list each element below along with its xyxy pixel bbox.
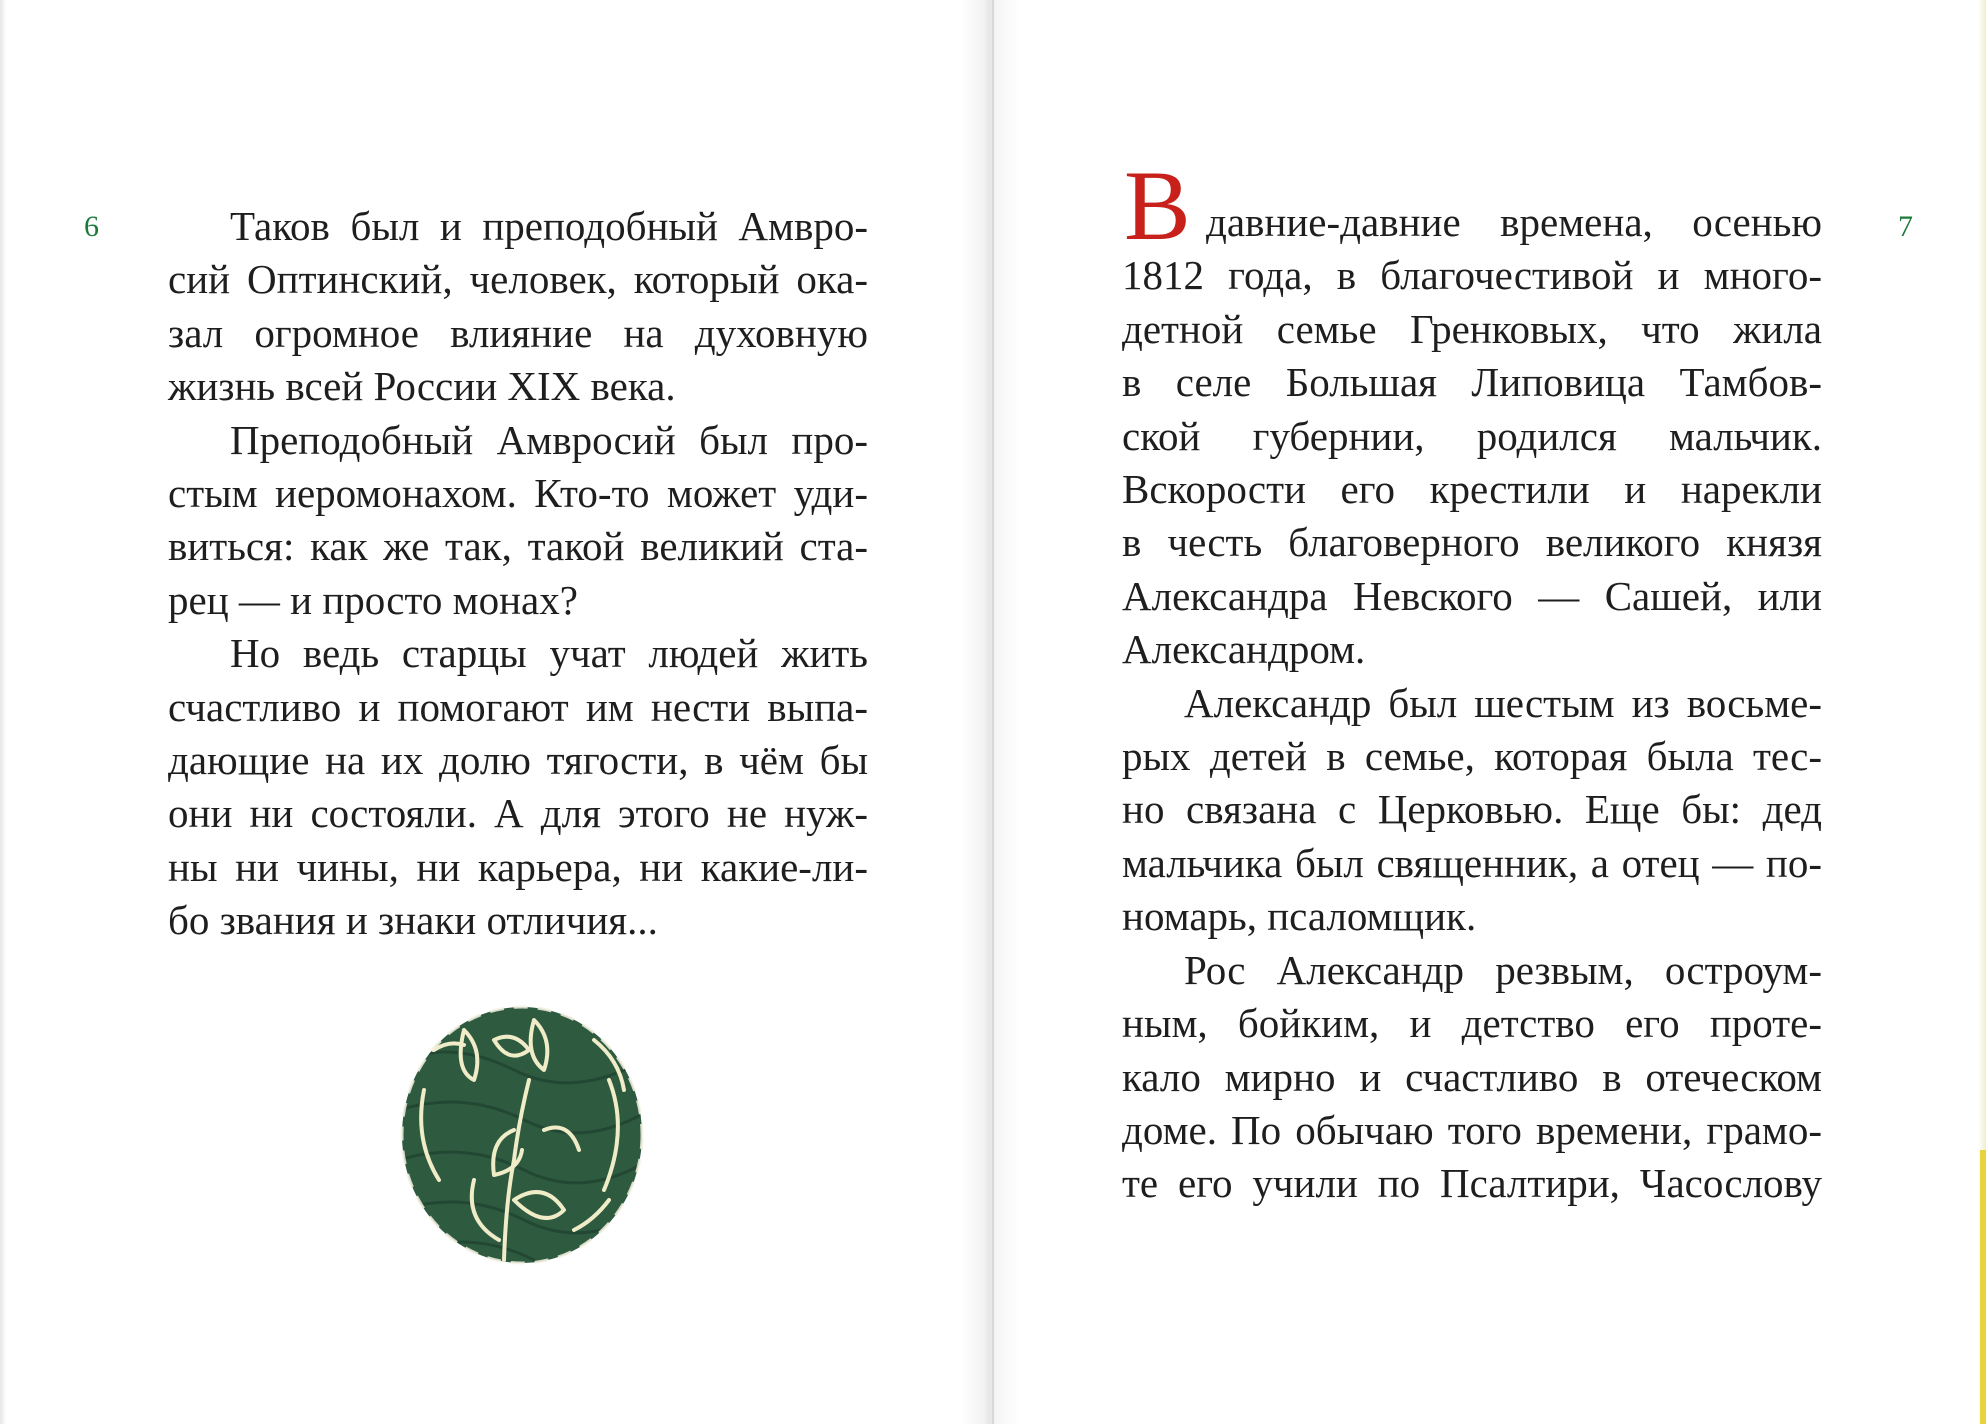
text-line: сий Оптинский, человек, который ока- — [168, 256, 868, 303]
text-line: но связана с Церковью. Еще бы: дед — [1122, 786, 1822, 833]
text-line: ны ни чины, ни карьера, ни какие-ли- — [168, 843, 868, 890]
leaf-medallion-illustration — [394, 1000, 650, 1270]
cover-edge-yellow — [1980, 1150, 1986, 1424]
text-line: Вскорости его крестили и нарекли — [1122, 466, 1822, 513]
text-line: виться: как же так, такой великий ста- — [168, 523, 868, 570]
text-line: номарь, псаломщик. — [1122, 893, 1477, 940]
text-line: Преподобный Амвросий был про- — [230, 416, 868, 463]
book-gutter — [960, 0, 1020, 1424]
text-line: те его учили по Псалтири, Часослову — [1122, 1160, 1822, 1207]
text-line: ным, бойким, и детство его проте- — [1122, 1000, 1822, 1047]
text-line: счастливо и помогают им нести выпа- — [168, 683, 868, 730]
text-line: Александр был шестым из восьме- — [1184, 679, 1822, 726]
text-line: бо звания и знаки отличия... — [168, 897, 658, 944]
text-line: доме. По обычаю того времени, грамо- — [1122, 1106, 1822, 1153]
right-page-text — [1122, 196, 1822, 1211]
text-line: в селе Большая Липовица Тамбов- — [1122, 359, 1822, 406]
text-line: в честь благоверного великого князя — [1122, 519, 1822, 566]
text-line: давние-давние времена, осенью — [1206, 199, 1822, 245]
text-line: они ни состояли. А для этого не нуж- — [168, 790, 868, 837]
text-line: мальчика был священник, а отец — по- — [1122, 839, 1822, 886]
text-line: стым иеромонахом. Кто-то может уди- — [168, 470, 868, 517]
page-number-left: 6 — [84, 210, 99, 243]
text-line: зал огромное влияние на духовную — [168, 309, 868, 356]
text-line: Но ведь старцы учат людей жить — [230, 630, 868, 677]
book-fold-line — [992, 0, 994, 1424]
text-line: Таков был и преподобный Амвро- — [230, 203, 868, 249]
text-line: жизнь всей России XIX века. — [168, 363, 676, 410]
text-line: рых детей в семье, которая была тес- — [1122, 733, 1822, 780]
drop-cap-letter: В — [1124, 150, 1191, 261]
text-line: рец — и просто монах? — [168, 576, 578, 623]
text-line: кало мирно и счастливо в отеческом — [1122, 1053, 1822, 1100]
text-line: Рос Александр резвым, остроум- — [1184, 946, 1822, 993]
text-line: дающие на их долю тягости, в чём бы — [168, 737, 868, 784]
text-line: Александром. — [1122, 626, 1366, 673]
page-number-right: 7 — [1898, 210, 1913, 243]
text-line: ской губернии, родился мальчик. — [1122, 412, 1822, 459]
left-page-text — [168, 200, 868, 948]
text-line: Александра Невского — Сашей, или — [1122, 572, 1822, 619]
text-line: детной семье Гренковых, что жила — [1122, 305, 1822, 352]
text-line: 1812 года, в благочестивой и много- — [1122, 252, 1822, 299]
page-edge-left — [0, 0, 6, 1424]
